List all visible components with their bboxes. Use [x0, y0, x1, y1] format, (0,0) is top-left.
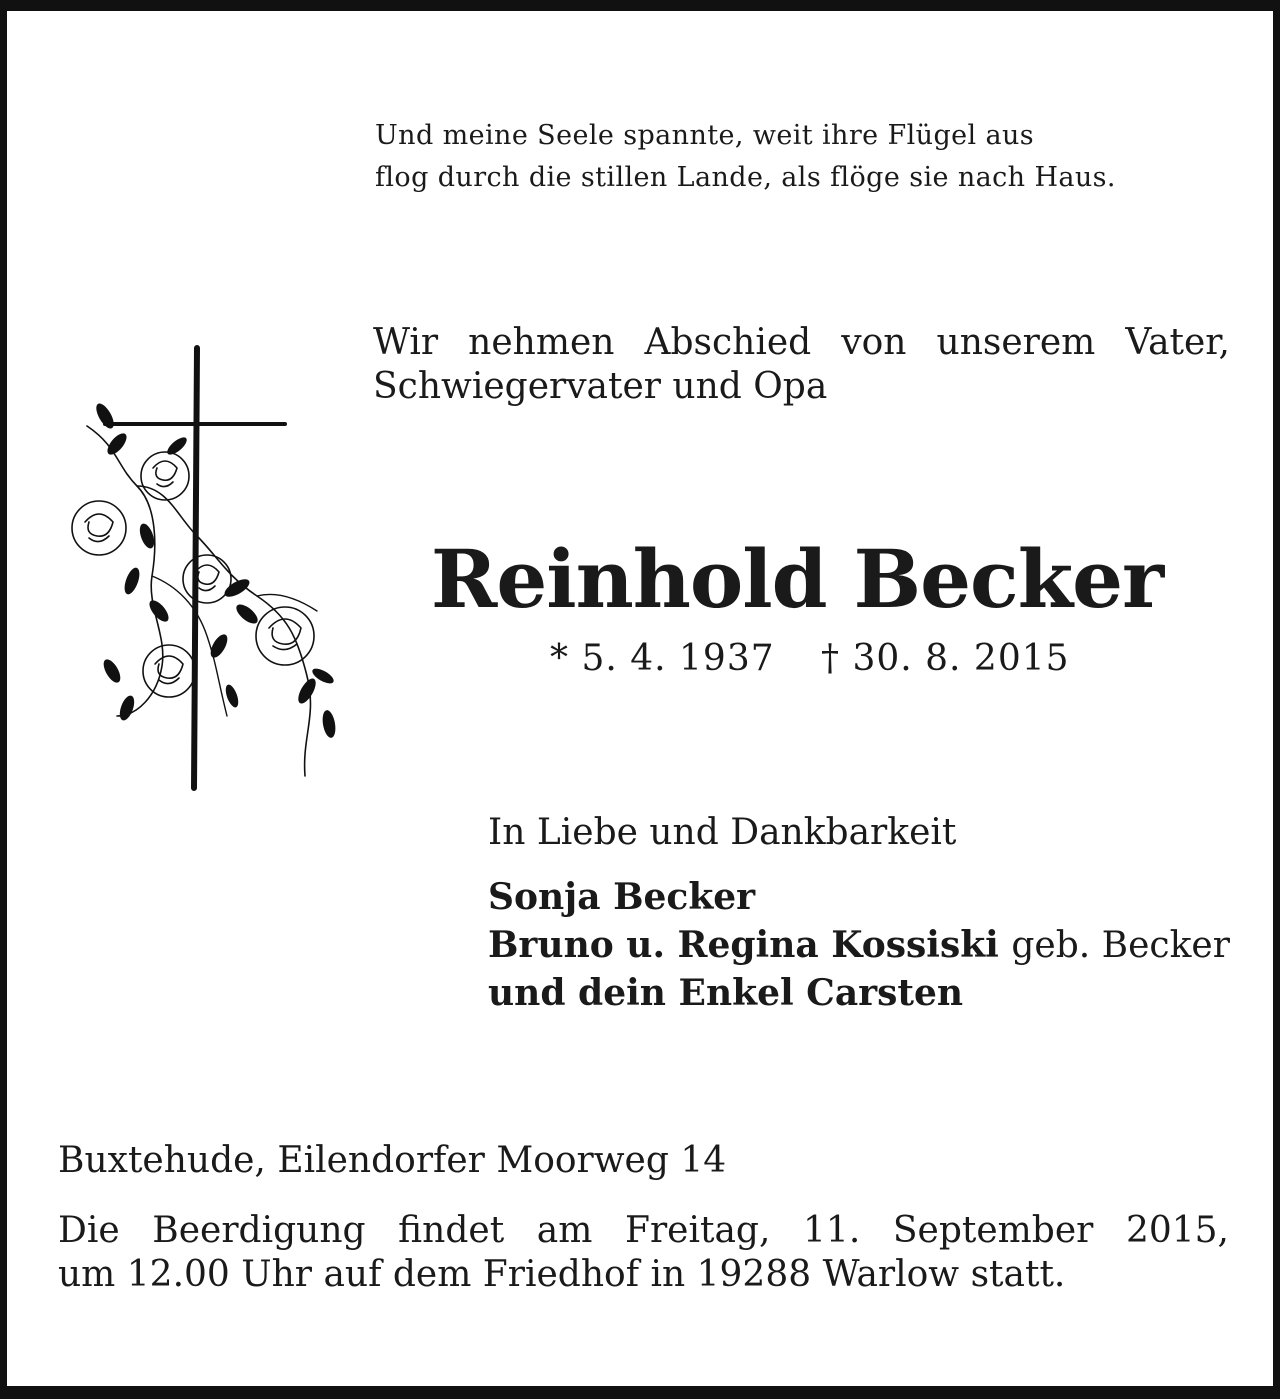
funeral-line-2: um 12.00 Uhr auf dem Friedhof in 19288 Warlow statt.	[58, 1254, 1066, 1295]
poem-line-1: Und meine Seele spannte, weit ihre Flügel aus	[375, 120, 1035, 151]
closing-phrase: In Liebe und Dankbarkeit	[488, 812, 957, 853]
family-member-3: und dein Enkel Carsten	[488, 972, 964, 1014]
intro-line-2: Schwiegervater und Opa	[373, 366, 828, 407]
birth-date: * 5. 4. 1937	[550, 638, 775, 679]
family-member-2	[488, 921, 1230, 970]
poem-line-2: flog durch die stillen Lande, als flöge sie nach Haus.	[375, 162, 1116, 193]
intro-line-1: Wir nehmen Abschied von unserem Vater,	[373, 322, 1230, 363]
funeral-line-1: Die Beerdigung findet am Freitag, 11. September 2015,	[58, 1210, 1229, 1251]
cross-with-roses-icon	[57, 336, 357, 796]
family-member-1: Sonja Becker	[488, 876, 756, 918]
death-date: † 30. 8. 2015	[821, 638, 1070, 679]
address: Buxtehude, Eilendorfer Moorweg 14	[58, 1140, 727, 1181]
deceased-name: Reinhold Becker	[430, 532, 1164, 626]
family-member-2-names: Bruno u. Regina Kossiski	[488, 924, 999, 966]
family-member-2-maiden: geb. Becker	[1011, 925, 1230, 966]
